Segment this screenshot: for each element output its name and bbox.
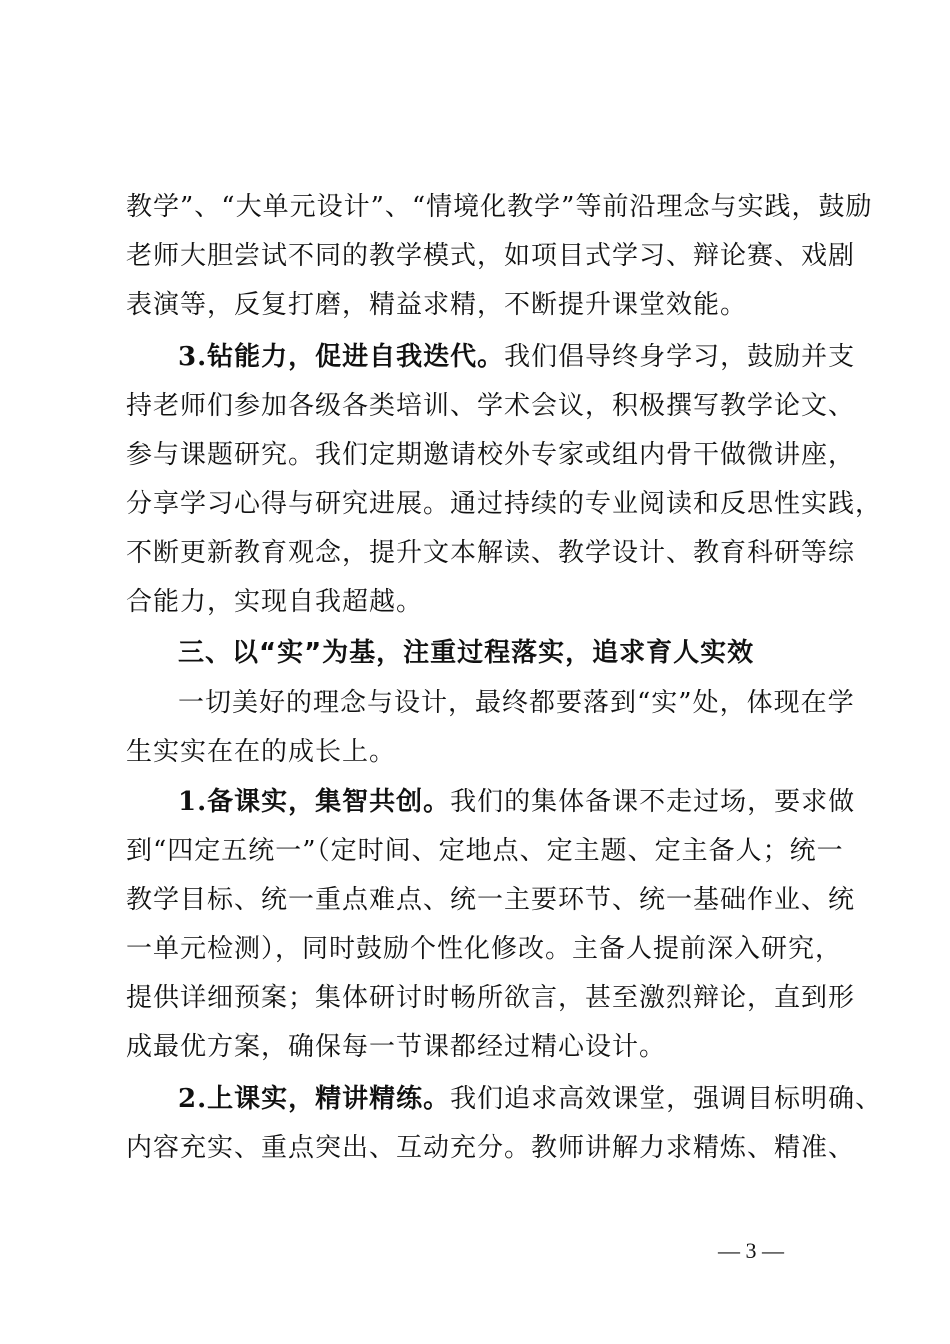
body-line: 分享学习心得与研究进展。通过持续的专业阅读和反思性实践， — [126, 489, 883, 519]
body-line: 老师大胆尝试不同的教学模式，如项目式学习、辩论赛、戏剧 — [126, 241, 856, 271]
body-line: 持老师们参加各级各类培训、学术会议，积极撰写教学论文、 — [126, 391, 856, 421]
body-line: 一单元检测），同时鼓励个性化修改。主备人提前深入研究， — [126, 934, 843, 964]
paragraph-item-1-first-line — [178, 777, 855, 827]
body-line: 参与课题研究。我们定期邀请校外专家或组内骨干做微讲座， — [126, 440, 856, 470]
body-line: 成最优方案，确保每一节课都经过精心设计。 — [126, 1032, 667, 1062]
item-3-lead: 3.钻能力，促进自我迭代。 — [178, 342, 505, 372]
item-2-text: 我们追求高效课堂，强调目标明确、 — [450, 1084, 883, 1114]
body-line: 到“四定五统一”（定时间、定地点、定主题、定主备人；统一 — [126, 836, 844, 866]
intro-second-line: 生实实在在的成长上。 — [126, 737, 397, 767]
body-line: 合能力，实现自我超越。 — [126, 587, 424, 617]
intro-first-line: 一切美好的理念与设计，最终都要落到“实”处，体现在学 — [178, 688, 855, 718]
paragraph-item-2-first-line — [178, 1074, 882, 1124]
body-line: 表演等，反复打磨，精益求精，不断提升课堂效能。 — [126, 290, 748, 320]
body-line: 提供详细预案；集体研讨时畅所欲言，甚至激烈辩论，直到形 — [126, 983, 856, 1013]
page-number: — 3 — — [718, 1238, 784, 1263]
item-2-lead: 2.上课实，精讲精练。 — [178, 1084, 451, 1114]
body-line: 教学目标、统一重点难点、统一主要环节、统一基础作业、统 — [126, 885, 856, 915]
section-heading: 三、以“实”为基，注重过程落实，追求育人实效 — [178, 638, 755, 668]
paragraph-item-3-first-line — [178, 332, 855, 382]
body-line: 不断更新教育观念，提升文本解读、教学设计、教育科研等综 — [126, 538, 856, 568]
item-1-lead: 1.备课实，集智共创。 — [178, 787, 451, 817]
body-line: 内容充实、重点突出、互动充分。教师讲解力求精炼、精准、 — [126, 1133, 856, 1163]
body-line: 教学”、“大单元设计”、“情境化教学”等前沿理念与实践，鼓励 — [126, 192, 873, 222]
item-3-text: 我们倡导终身学习，鼓励并支 — [504, 342, 856, 372]
item-1-text: 我们的集体备课不走过场，要求做 — [450, 787, 856, 817]
